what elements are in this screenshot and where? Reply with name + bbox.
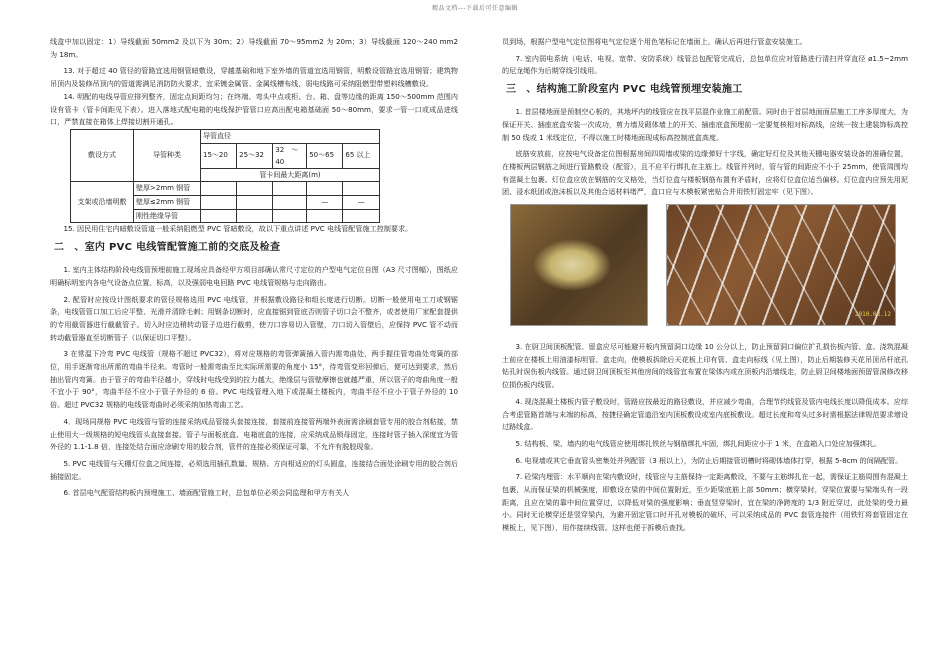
- section-2-heading: 二 、室内 PVC 电线管配管施工前的交底及检查: [54, 242, 281, 254]
- paragraph-14: 14. 明配的电线导管应排列整齐，固定点间距均匀；在终端、弯头中点或柜、台、箱、盘等边缘的距离 150～500mm 范围内设有管卡（管卡间距见下表）。进入落地式配电箱的电线保护管管口应高出配电箱基础面 50～80mm，要求一管一口或成品进线口，严禁直接在箱体上焊接切割开通孔。: [50, 91, 458, 127]
- paragraph-15: 15. 因民用住宅内暗敷设管道一般采纳阻燃型 PVC 管暗敷设，故以下重点讲述 PVC 电线管配管施工控制要求。: [63, 224, 413, 234]
- paragraph-s2-5: 5. PVC 电线管与天棚灯位盒之间连接，必须选用插孔数量、规格、方向相适应的灯头圆盒，连接结合面处涂刷专用的胶合剂后插接固定。: [50, 458, 458, 481]
- paragraph-s3-7: 7. 砼梁内埋管：水平顺向在梁内敷设时，线管应与主筋保持一定距离敷设，不要与主筋绑扎在一起，需保证主筋周围有混凝土包裹，从而保证梁的机械强度，即敷设在梁的中间位置附近，至少距梁底筋上部 50mm；横穿梁时，穿梁位置要与梁端头有一段距离，且应在梁的靠中间位置穿过，以降低对梁的强度影响；垂直竖穿梁时，宜在梁的净跨度的 1/3 附近穿过，此处梁的受力最小。同时无论横穿还是竖穿梁内，为避开固定管口时开孔对模板的破坏，可以采纳成品的 PVC 套管连接件（用铁钉将套管固定在模板上，见下图），用作接续线管。这样也便于拆模后查找。: [502, 472, 908, 533]
- paragraph-13: 13. 对于超过 40 管径的管路宜选用钢管暗敷设，穿越基础和地下室外墙的管道宜选用钢管，明敷设管路宜选用钢管；建筑物吊顶内及装修吊顶内的管道需满足消防防火要求，宜采镀金属管、金属线槽布线，弱电线路可采纳阻燃型带塑料线槽敷设。: [50, 66, 458, 89]
- paragraph-s2-2: 2. 配管时应按设计图纸要求的管径规格选用 PVC 电线管，并根据敷设路径和组长度进行切断。切断一般使用电工刀或钢锯条，电线管管口加工后应平整、光滑并清除毛刺；用钢条切断时，应直接锯到管底否则管子切口会不整齐，或者使用厂家配套提供的专用截管器进行截截管子。切入时应边稍转动管子边进行截剪，使刀口容易切入管壁，刀口切入管壁后，应保持 PVC 管不动而转动截管器直至切断管子（以保证切口平整）。: [50, 294, 458, 342]
- conduit-layout-photo: [666, 204, 896, 326]
- paragraph-s2-7: 7. 室内弱电系统（电话、电视、宽带、安防系统）线管总包配管完成后，总包单位应对管路进行清扫并穿直径 ø1.5~2mm 的尼龙绳作为后期穿线引线用。: [502, 53, 908, 76]
- table-cell: 32 ～ 40: [273, 143, 307, 168]
- paragraph-s3-5: 5. 结构板、梁、墙内的电气线管应使用绑扎铁丝与钢筋绑扎牢固，绑扎间距应小于 1 米，在盒箱入口处应加强绑扎。: [515, 438, 882, 448]
- table-cell: —: [307, 196, 343, 210]
- paragraph-s3-4: 4. 现浇混凝土楼板内管子敷设时，管路应按最近的路径敷设，并应减少弯曲，合理节约线管及管内电线长度以降低成本。应综合考虑管路首端与末端的标高，按捷径确定管道沿室内顶板敷设或室内底板敷设。超过长度和弯头过多时需根据法律规范要求增设过路线盒。: [502, 396, 908, 432]
- table-header-method: 敷设方式: [71, 129, 134, 181]
- paragraph-s3-2: 底筋安放前，应按电气设备定位图根据房间四周墙或梁的边缘弹好十字线，确定好灯位及其他天棚电器安装设备的准确位置，在楼板两层钢筋之间进行管路敷设（配管），且不应平行绑扎在主筋上。线管并列时，管与管的间距应不小于 25mm，使管周围均有混凝土包裹。灯位盒应放在钢筋的交叉格处，当灯位盒与楼板钢筋布置有矛盾时，应将灯位盒位适当偏移。灯位盒内应预先用泥团、浸水纸团或泡沫板以及其他合适材料堵严，盒口应与木模板紧密贴合并用铁钉固定牢（见下图）。: [502, 149, 908, 197]
- left-column: [50, 36, 458, 500]
- junction-box-photo: [510, 204, 648, 326]
- paragraph-s2-6: 6. 首层电气配管结构板内预埋施工、墙面配管施工时，总包单位必须会同监理和甲方有关人: [63, 488, 350, 498]
- table-cell: 壁厚≤2mm 钢管: [134, 196, 201, 210]
- paragraph-s2-4: 4．现场同规格 PVC 电线管与管的连接采纳成品管接头套接连接，套接前连接管两端外表面需涂刷套管专用的胶合剂粘接，禁止使用大一级规格的短电线管头直接套接。管子与面板底盒、电箱底盒的连接，应采纳成品锁母固定，连接时管子插入深度宜为管外径的 1.1-1.8 倍，连接处结合面应涂刷专用的胶合剂，管件的连接必须保证可靠，不允许有脱胶现象。: [50, 416, 458, 452]
- table-header-spacing: 管卡间最大距离(m): [201, 168, 380, 182]
- table-cell: 50～65: [307, 143, 343, 168]
- table-cell: 壁厚>2mm 钢管: [134, 182, 201, 196]
- page-header: 精品文档---下载后可任意编辑: [432, 5, 518, 12]
- table-header-diameter: 导管直径: [201, 129, 380, 143]
- table-cell: 15～20: [201, 143, 237, 168]
- table-cell: 65 以上: [343, 143, 380, 168]
- paragraph-s3-3: 3. 在厨卫间顶板配管、留盒应尽可能避开板内预留洞口边缘 10 公分以上，防止预留洞口偏位扩孔损伤板内管、盒。浇筑混凝土前应在楼板上用油漆标明管、盒走向，使模板拆除后天花板上印有管、盒走向标线（见上图），防止后期装修天花吊顶吊杆底孔钻孔时误伤板内线管。通过厨卫间顶板至其他房间的线管宜布置在梁体内或在顶板内沿墙线走，防止厨卫间楼地面预留管洞修改移位损伤板内线管。: [502, 342, 908, 390]
- table-cell: 25～32: [237, 143, 273, 168]
- paragraph-intro: 线盒中加以固定：1）导线截面 50mm2 及以下为 30m；2）导线截面 70～95mm2 为 20m；3）导线截面 120～240 mm2 为 18m。: [50, 37, 458, 59]
- table-cell-method: 支架或沿墙明敷: [71, 182, 134, 223]
- photo-row: [502, 204, 908, 336]
- table-header-type: 导管种类: [134, 129, 201, 181]
- right-column: [502, 36, 908, 535]
- paragraph-s3-6: 6. 电视墙或其它垂直管头密集处并列配管（3 根以上），为防止后期接管切槽时将砌体墙体打穿，根据 5-8cm 的间隔配管。: [515, 455, 903, 465]
- paragraph-continued: 员到场，根据户型电气定位图将电气定位逐个用色笔标记在墙面上，确认后再进行管盒安装施工。: [502, 37, 808, 46]
- photo-date-stamp: 2010.08.12: [854, 311, 891, 319]
- table-cell: 刚性绝缘导管: [134, 209, 201, 223]
- paragraph-s2-3: 3 在常温下冷弯 PVC 电线管（规格不超过 PVC32），将对应规格的弯管弹簧插入管内需弯曲处，两手握住管弯曲处弯簧的部位，用手逐渐弯出所需的弯曲半径来。弯管时一般需弯曲至比实际所需要的角度小 15°，待弯管变形回弹后，便可达到要求，然后抽出管内弯簧。由于管子的弯曲半径越小，穿线时电线受到的拉力越大，绝缘层与管壁摩擦也就越严重，所以管子的弯曲角度一般不宜小于 90°，弯曲半径不应小于管子外径的 6 倍。PVC 电线管埋入地下或混凝土楼板内，弯曲半径不应小于管子外径的 10 倍。超过 PVC32 规格的电线管弯曲时必须采纳加热弯曲工艺。: [50, 349, 458, 410]
- conduit-clip-table: [70, 129, 380, 224]
- paragraph-s2-1: 1. 室内主体结构阶段电线管预埋前施工现场应具备经甲方项目部确认常尺寸定位的户型电气定位自图（A3 尺寸图幅），图纸应明确标明室内各电气设备点位置、标高，以及强弱电电回路 PVC 电线管规格与走向路由。: [50, 265, 458, 287]
- table-row: [71, 182, 380, 196]
- section-3-heading: 三 、结构施工阶段室内 PVC 电线管预埋安装施工: [506, 84, 743, 96]
- table-cell: —: [343, 196, 380, 210]
- paragraph-s3-1: 1. 首层楼地面是预制空心板的，其地坪内的线管应在找平层混作业施工前配管。同时由于首层地面面层施工工序多厚度大，为保证开关、插座底盒安装一次成功，剪力墙及砌体墙上的开关、插座底盒预埋前一定要复核相对标高线，应统一按土建装饰标高控制 50 线或 1 米线定位，不得以施工时楼地面现成标高控制底盒高度。: [502, 107, 908, 142]
